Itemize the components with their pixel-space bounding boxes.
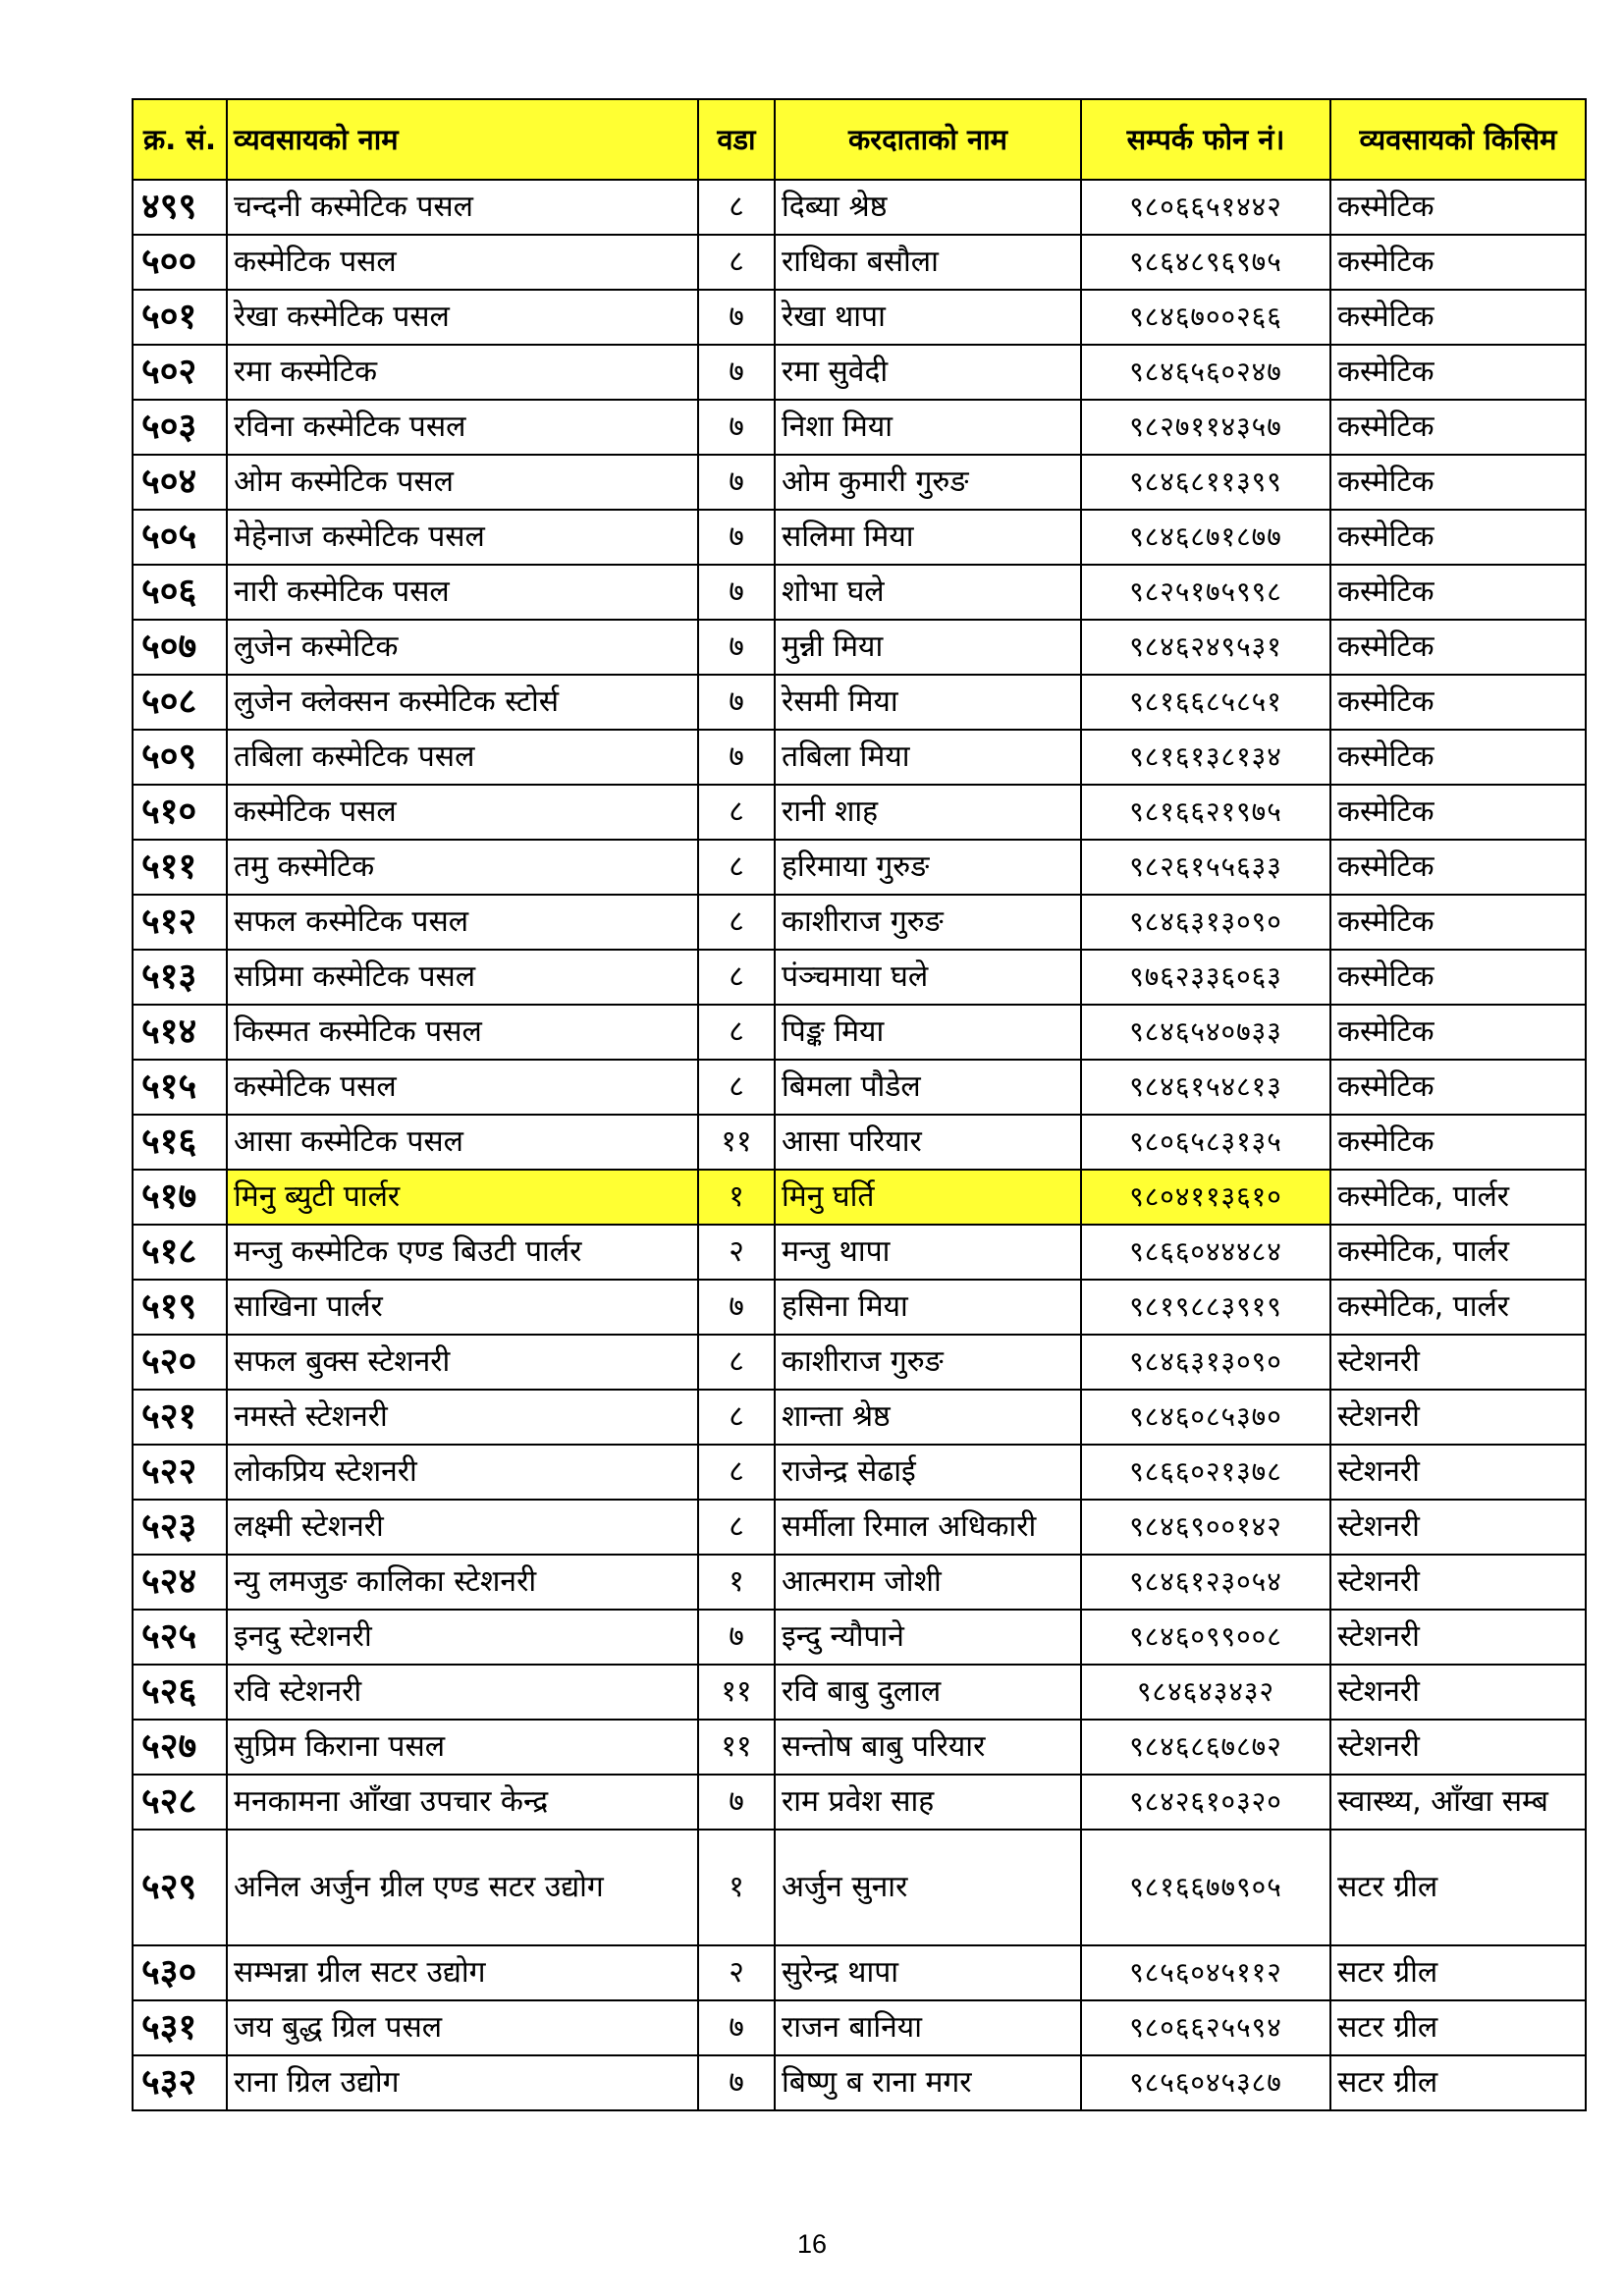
serial-cell: ५२१ (133, 1390, 227, 1445)
business-type-cell: कस्मेटिक (1330, 180, 1586, 235)
taxpayer-name-cell: सलिमा मिया (775, 510, 1081, 565)
table-row (133, 290, 1586, 345)
table-row (133, 675, 1586, 730)
ward-cell: २ (698, 1945, 775, 2000)
business-register-table (132, 98, 1587, 2111)
business-type-cell: कस्मेटिक (1330, 345, 1586, 400)
table-row (133, 2055, 1586, 2110)
taxpayer-name-cell: मन्जु थापा (775, 1225, 1081, 1280)
phone-cell: ९८४६१५४८१३ (1081, 1060, 1330, 1115)
table-row (133, 1335, 1586, 1390)
ward-cell: ७ (698, 510, 775, 565)
taxpayer-name-cell: रमा सुवेदी (775, 345, 1081, 400)
serial-cell: ५०४ (133, 455, 227, 510)
business-type-cell: कस्मेटिक (1330, 1005, 1586, 1060)
serial-cell: ५०१ (133, 290, 227, 345)
business-name-cell: सफल बुक्स स्टेशनरी (227, 1335, 698, 1390)
ward-cell: ७ (698, 620, 775, 675)
phone-cell: ९८०६५८३१३५ (1081, 1115, 1330, 1170)
ward-cell: ७ (698, 2055, 775, 2110)
serial-cell: ४९९ (133, 180, 227, 235)
ward-cell: ७ (698, 565, 775, 620)
serial-cell: ५२४ (133, 1555, 227, 1610)
table-row (133, 1945, 1586, 2000)
ward-cell: ७ (698, 1280, 775, 1335)
taxpayer-name-cell: रेसमी मिया (775, 675, 1081, 730)
phone-cell: ९८०६६२५५९४ (1081, 2000, 1330, 2055)
business-name-cell: अनिल अर्जुन ग्रील एण्ड सटर उद्योग (227, 1830, 698, 1945)
ward-cell: ७ (698, 730, 775, 785)
business-type-cell: कस्मेटिक (1330, 950, 1586, 1005)
table-row (133, 2000, 1586, 2055)
table-header-row (133, 99, 1586, 180)
serial-cell: ५३१ (133, 2000, 227, 2055)
business-type-cell: सटर ग्रील (1330, 1830, 1586, 1945)
page-number: 16 (796, 2229, 828, 2259)
taxpayer-name-cell: शान्ता श्रेष्ठ (775, 1390, 1081, 1445)
taxpayer-name-cell: मुन्नी मिया (775, 620, 1081, 675)
serial-cell: ५२९ (133, 1830, 227, 1945)
ward-cell: ७ (698, 455, 775, 510)
phone-cell: ९८४६७००२६६ (1081, 290, 1330, 345)
business-type-cell: कस्मेटिक (1330, 895, 1586, 950)
business-type-cell: स्टेशनरी (1330, 1445, 1586, 1500)
business-name-cell: सुप्रिम किराना पसल (227, 1720, 698, 1775)
table-row (133, 1500, 1586, 1555)
business-name-cell: लक्ष्मी स्टेशनरी (227, 1500, 698, 1555)
serial-cell: ५३२ (133, 2055, 227, 2110)
taxpayer-name-cell: काशीराज गुरुङ (775, 1335, 1081, 1390)
serial-cell: ५२६ (133, 1665, 227, 1720)
phone-cell: ९८४६५४०७३३ (1081, 1005, 1330, 1060)
business-name-cell: किस्मत कस्मेटिक पसल (227, 1005, 698, 1060)
serial-cell: ५०६ (133, 565, 227, 620)
header-taxpayer: करदाताको नाम (775, 99, 1081, 180)
taxpayer-name-cell: राजेन्द्र सेढाई (775, 1445, 1081, 1500)
taxpayer-name-cell: सर्मीला रिमाल अधिकारी (775, 1500, 1081, 1555)
business-name-cell: इनदु स्टेशनरी (227, 1610, 698, 1665)
phone-cell: ९८०४११३६१० (1081, 1170, 1330, 1225)
phone-cell: ९८४२६१०३२० (1081, 1775, 1330, 1830)
ward-cell: ८ (698, 785, 775, 840)
business-type-cell: कस्मेटिक (1330, 290, 1586, 345)
ward-cell: ८ (698, 180, 775, 235)
business-type-cell: कस्मेटिक (1330, 675, 1586, 730)
taxpayer-name-cell: हरिमाया गुरुङ (775, 840, 1081, 895)
business-name-cell: राना ग्रिल उद्योग (227, 2055, 698, 2110)
business-name-cell: सफल कस्मेटिक पसल (227, 895, 698, 950)
taxpayer-name-cell: इन्दु न्यौपाने (775, 1610, 1081, 1665)
taxpayer-name-cell: बिमला पौडेल (775, 1060, 1081, 1115)
table-row (133, 950, 1586, 1005)
taxpayer-name-cell: दिब्या श्रेष्ठ (775, 180, 1081, 235)
business-type-cell: स्टेशनरी (1330, 1500, 1586, 1555)
business-type-cell: कस्मेटिक (1330, 565, 1586, 620)
ward-cell: १ (698, 1830, 775, 1945)
business-name-cell: नारी कस्मेटिक पसल (227, 565, 698, 620)
ward-cell: ८ (698, 895, 775, 950)
ward-cell: ७ (698, 675, 775, 730)
serial-cell: ५११ (133, 840, 227, 895)
phone-cell: ९८५६०४५११२ (1081, 1945, 1330, 2000)
ward-cell: १ (698, 1170, 775, 1225)
business-name-cell: रमा कस्मेटिक (227, 345, 698, 400)
table-row (133, 1720, 1586, 1775)
ward-cell: ८ (698, 840, 775, 895)
business-type-cell: सटर ग्रील (1330, 2000, 1586, 2055)
serial-cell: ५२८ (133, 1775, 227, 1830)
business-name-cell: मनकामना आँखा उपचार केन्द्र (227, 1775, 698, 1830)
taxpayer-name-cell: पिङ्क मिया (775, 1005, 1081, 1060)
serial-cell: ५०८ (133, 675, 227, 730)
business-type-cell: कस्मेटिक, पार्लर (1330, 1225, 1586, 1280)
business-type-cell: कस्मेटिक (1330, 235, 1586, 290)
phone-cell: ९७६२३३६०६३ (1081, 950, 1330, 1005)
serial-cell: ५१५ (133, 1060, 227, 1115)
phone-cell: ९८४६१२३०५४ (1081, 1555, 1330, 1610)
ward-cell: ११ (698, 1115, 775, 1170)
ward-cell: ७ (698, 2000, 775, 2055)
table-row (133, 840, 1586, 895)
table-row (133, 180, 1586, 235)
serial-cell: ५१२ (133, 895, 227, 950)
table-row (133, 1060, 1586, 1115)
serial-cell: ५२७ (133, 1720, 227, 1775)
table-body (133, 180, 1586, 2110)
business-type-cell: स्टेशनरी (1330, 1390, 1586, 1445)
business-name-cell: ओम कस्मेटिक पसल (227, 455, 698, 510)
table-row (133, 620, 1586, 675)
header-business-type: व्यवसायको किसिम (1330, 99, 1586, 180)
business-name-cell: लुजेन क्लेक्सन कस्मेटिक स्टोर्स (227, 675, 698, 730)
business-type-cell: कस्मेटिक (1330, 455, 1586, 510)
ward-cell: ८ (698, 1335, 775, 1390)
taxpayer-name-cell: राजन बानिया (775, 2000, 1081, 2055)
ward-cell: २ (698, 1225, 775, 1280)
serial-cell: ५२३ (133, 1500, 227, 1555)
business-name-cell: लोकप्रिय स्टेशनरी (227, 1445, 698, 1500)
table-row (133, 1610, 1586, 1665)
table-row (133, 565, 1586, 620)
serial-cell: ५२२ (133, 1445, 227, 1500)
business-type-cell: कस्मेटिक, पार्लर (1330, 1280, 1586, 1335)
phone-cell: ९८०६६५१४४२ (1081, 180, 1330, 235)
ward-cell: ११ (698, 1665, 775, 1720)
table-row (133, 1170, 1586, 1225)
serial-cell: ५०२ (133, 345, 227, 400)
taxpayer-name-cell: निशा मिया (775, 400, 1081, 455)
business-name-cell: तमु कस्मेटिक (227, 840, 698, 895)
ward-cell: ११ (698, 1720, 775, 1775)
business-name-cell: मेहेनाज कस्मेटिक पसल (227, 510, 698, 565)
table-row (133, 235, 1586, 290)
serial-cell: ५१४ (133, 1005, 227, 1060)
business-type-cell: स्वास्थ्य, आँखा सम्ब (1330, 1775, 1586, 1830)
serial-cell: ५०५ (133, 510, 227, 565)
ward-cell: ८ (698, 1060, 775, 1115)
ward-cell: ७ (698, 345, 775, 400)
phone-cell: ९८४६३१३०९० (1081, 1335, 1330, 1390)
phone-cell: ९८१६६७७९०५ (1081, 1830, 1330, 1945)
serial-cell: ५२० (133, 1335, 227, 1390)
business-type-cell: कस्मेटिक (1330, 785, 1586, 840)
taxpayer-name-cell: आत्मराम जोशी (775, 1555, 1081, 1610)
ward-cell: ८ (698, 1390, 775, 1445)
ward-cell: ८ (698, 1005, 775, 1060)
ward-cell: ७ (698, 290, 775, 345)
business-name-cell: आसा कस्मेटिक पसल (227, 1115, 698, 1170)
ward-cell: ७ (698, 1775, 775, 1830)
table-row (133, 1665, 1586, 1720)
taxpayer-name-cell: सुरेन्द्र थापा (775, 1945, 1081, 2000)
phone-cell: ९८४६८७१८७७ (1081, 510, 1330, 565)
header-serial: क्र. सं. (133, 99, 227, 180)
phone-cell: ९८२५१७५९९८ (1081, 565, 1330, 620)
phone-cell: ९८१६६२१९७५ (1081, 785, 1330, 840)
business-type-cell: स्टेशनरी (1330, 1610, 1586, 1665)
business-type-cell: स्टेशनरी (1330, 1335, 1586, 1390)
header-phone: सम्पर्क फोन नं। (1081, 99, 1330, 180)
business-type-cell: कस्मेटिक (1330, 1115, 1586, 1170)
business-type-cell: स्टेशनरी (1330, 1720, 1586, 1775)
phone-cell: ९८६६०२१३७८ (1081, 1445, 1330, 1500)
taxpayer-name-cell: शोभा घले (775, 565, 1081, 620)
phone-cell: ९८१६१३८१३४ (1081, 730, 1330, 785)
business-name-cell: जय बुद्ध ग्रिल पसल (227, 2000, 698, 2055)
taxpayer-name-cell: राम प्रवेश साह (775, 1775, 1081, 1830)
taxpayer-name-cell: रेखा थापा (775, 290, 1081, 345)
header-business-name: व्यवसायको नाम (227, 99, 698, 180)
business-name-cell: कस्मेटिक पसल (227, 1060, 698, 1115)
business-type-cell: कस्मेटिक (1330, 730, 1586, 785)
serial-cell: ५१७ (133, 1170, 227, 1225)
ward-cell: ८ (698, 1500, 775, 1555)
table-row (133, 895, 1586, 950)
phone-cell: ९८४६०९९००८ (1081, 1610, 1330, 1665)
table-row (133, 1775, 1586, 1830)
serial-cell: ५१६ (133, 1115, 227, 1170)
business-name-cell: लुजेन कस्मेटिक (227, 620, 698, 675)
serial-cell: ५१९ (133, 1280, 227, 1335)
business-name-cell: रेखा कस्मेटिक पसल (227, 290, 698, 345)
phone-cell: ९८४६८११३९९ (1081, 455, 1330, 510)
business-name-cell: मन्जु कस्मेटिक एण्ड बिउटी पार्लर (227, 1225, 698, 1280)
serial-cell: ५०९ (133, 730, 227, 785)
serial-cell: ५०३ (133, 400, 227, 455)
business-name-cell: नमस्ते स्टेशनरी (227, 1390, 698, 1445)
phone-cell: ९८५६०४५३८७ (1081, 2055, 1330, 2110)
phone-cell: ९८४६९००१४२ (1081, 1500, 1330, 1555)
serial-cell: ५३० (133, 1945, 227, 2000)
ward-cell: ८ (698, 950, 775, 1005)
business-name-cell: तबिला कस्मेटिक पसल (227, 730, 698, 785)
table-row (133, 730, 1586, 785)
taxpayer-name-cell: पंञ्चमाया घले (775, 950, 1081, 1005)
table-row (133, 455, 1586, 510)
table-row (133, 400, 1586, 455)
taxpayer-name-cell: आसा परियार (775, 1115, 1081, 1170)
business-type-cell: कस्मेटिक (1330, 510, 1586, 565)
serial-cell: ५०० (133, 235, 227, 290)
table-row (133, 785, 1586, 840)
business-name-cell: सप्रिमा कस्मेटिक पसल (227, 950, 698, 1005)
business-name-cell: मिनु ब्युटी पार्लर (227, 1170, 698, 1225)
table-row (133, 1445, 1586, 1500)
phone-cell: ९८१६६८५८५१ (1081, 675, 1330, 730)
table-row (133, 1390, 1586, 1445)
taxpayer-name-cell: बिष्णु ब राना मगर (775, 2055, 1081, 2110)
taxpayer-name-cell: रवि बाबु दुलाल (775, 1665, 1081, 1720)
phone-cell: ९८४६५६०२४७ (1081, 345, 1330, 400)
taxpayer-name-cell: तबिला मिया (775, 730, 1081, 785)
ward-cell: ८ (698, 1445, 775, 1500)
business-name-cell: कस्मेटिक पसल (227, 235, 698, 290)
taxpayer-name-cell: ओम कुमारी गुरुङ (775, 455, 1081, 510)
business-name-cell: न्यु लमजुङ कालिका स्टेशनरी (227, 1555, 698, 1610)
table-row (133, 1225, 1586, 1280)
business-type-cell: कस्मेटिक (1330, 400, 1586, 455)
serial-cell: ५१८ (133, 1225, 227, 1280)
business-type-cell: सटर ग्रील (1330, 2055, 1586, 2110)
business-type-cell: कस्मेटिक, पार्लर (1330, 1170, 1586, 1225)
serial-cell: ५१० (133, 785, 227, 840)
table-row (133, 1005, 1586, 1060)
table-row (133, 345, 1586, 400)
phone-cell: ९८४६४३४३२ (1081, 1665, 1330, 1720)
phone-cell: ९८२७११४३५७ (1081, 400, 1330, 455)
serial-cell: ५२५ (133, 1610, 227, 1665)
taxpayer-name-cell: हसिना मिया (775, 1280, 1081, 1335)
table-row (133, 1280, 1586, 1335)
phone-cell: ९८४६३१३०९० (1081, 895, 1330, 950)
phone-cell: ९८६६०४४४८४ (1081, 1225, 1330, 1280)
taxpayer-name-cell: रानी शाह (775, 785, 1081, 840)
phone-cell: ९८२६१५५६३३ (1081, 840, 1330, 895)
business-name-cell: सम्भन्ना ग्रील सटर उद्योग (227, 1945, 698, 2000)
taxpayer-name-cell: राधिका बसौला (775, 235, 1081, 290)
header-ward: वडा (698, 99, 775, 180)
business-name-cell: रवि स्टेशनरी (227, 1665, 698, 1720)
business-type-cell: स्टेशनरी (1330, 1555, 1586, 1610)
phone-cell: ९८४६०८५३७० (1081, 1390, 1330, 1445)
table-row (133, 510, 1586, 565)
business-name-cell: रविना कस्मेटिक पसल (227, 400, 698, 455)
table-row (133, 1115, 1586, 1170)
business-type-cell: स्टेशनरी (1330, 1665, 1586, 1720)
business-name-cell: साखिना पार्लर (227, 1280, 698, 1335)
serial-cell: ५०७ (133, 620, 227, 675)
table-row (133, 1830, 1586, 1945)
business-type-cell: सटर ग्रील (1330, 1945, 1586, 2000)
taxpayer-name-cell: अर्जुन सुनार (775, 1830, 1081, 1945)
phone-cell: ९८६४८९६९७५ (1081, 235, 1330, 290)
taxpayer-name-cell: काशीराज गुरुङ (775, 895, 1081, 950)
business-name-cell: कस्मेटिक पसल (227, 785, 698, 840)
ward-cell: ८ (698, 235, 775, 290)
taxpayer-name-cell: सन्तोष बाबु परियार (775, 1720, 1081, 1775)
serial-cell: ५१३ (133, 950, 227, 1005)
business-type-cell: कस्मेटिक (1330, 1060, 1586, 1115)
table-row (133, 1555, 1586, 1610)
taxpayer-name-cell: मिनु घर्ति (775, 1170, 1081, 1225)
phone-cell: ९८४६२४९५३१ (1081, 620, 1330, 675)
business-name-cell: चन्दनी कस्मेटिक पसल (227, 180, 698, 235)
business-type-cell: कस्मेटिक (1330, 620, 1586, 675)
ward-cell: ७ (698, 1610, 775, 1665)
phone-cell: ९८१९८८३९१९ (1081, 1280, 1330, 1335)
ward-cell: १ (698, 1555, 775, 1610)
phone-cell: ९८४६८६७८७२ (1081, 1720, 1330, 1775)
ward-cell: ७ (698, 400, 775, 455)
business-type-cell: कस्मेटिक (1330, 840, 1586, 895)
